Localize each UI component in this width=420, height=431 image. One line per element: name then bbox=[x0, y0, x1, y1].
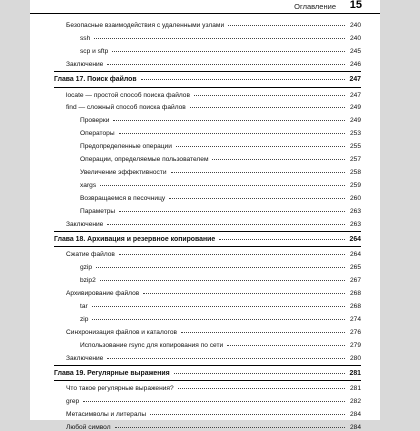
toc-entry-title: zip bbox=[80, 315, 89, 323]
toc-entry-page: 240 bbox=[349, 22, 361, 29]
running-header-page-number: 15 bbox=[349, 0, 362, 11]
dot-leader bbox=[176, 146, 345, 147]
toc-entry-title: Безопасные взаимодействия с удаленными узлами bbox=[66, 22, 225, 29]
toc-entry bbox=[80, 316, 361, 323]
dot-leader bbox=[107, 224, 345, 225]
toc-entry bbox=[80, 117, 361, 124]
toc-entry-title: xargs bbox=[80, 181, 97, 189]
dot-leader bbox=[190, 107, 345, 108]
toc-entry-page: 265 bbox=[349, 264, 361, 272]
toc-entry-title: Любой символ bbox=[66, 424, 111, 431]
toc-chapter-entry bbox=[54, 236, 361, 243]
toc-entry-title: tar bbox=[80, 302, 88, 310]
toc-entry-title: Проверки bbox=[80, 117, 110, 125]
dot-leader bbox=[227, 345, 345, 346]
toc-entry bbox=[80, 303, 361, 310]
section-divider bbox=[54, 71, 361, 72]
toc-entry-title: Сжатие файлов bbox=[66, 251, 115, 259]
dot-leader bbox=[107, 64, 345, 65]
toc-entry bbox=[66, 221, 361, 228]
toc-entry-title: Параметры bbox=[80, 207, 116, 215]
toc-entry-page: 240 bbox=[349, 34, 361, 42]
dot-leader bbox=[174, 373, 345, 374]
toc-entry-title: Что такое регулярные выражения? bbox=[66, 385, 174, 393]
toc-entry-page: 268 bbox=[349, 290, 361, 297]
toc-entry-page: 255 bbox=[349, 143, 361, 151]
toc-entry-page: 267 bbox=[349, 277, 361, 285]
toc-entry bbox=[80, 195, 361, 202]
toc-entry-title: Архивирование файлов bbox=[66, 290, 140, 297]
dot-leader bbox=[119, 211, 345, 212]
toc-entry-title: Глава 18. Архивация и резервное копирование bbox=[54, 235, 216, 243]
toc-entry-title: Синхронизация файлов и каталогов bbox=[66, 328, 177, 336]
toc-entry-page: 280 bbox=[349, 354, 361, 362]
section-divider bbox=[54, 246, 361, 247]
section-divider bbox=[54, 365, 361, 366]
toc-entry-page: 276 bbox=[349, 328, 361, 336]
toc-entry bbox=[66, 92, 361, 99]
running-header-title: Оглавление bbox=[294, 2, 336, 11]
toc-entry bbox=[80, 342, 361, 349]
toc-entry bbox=[66, 355, 361, 362]
dot-leader bbox=[169, 198, 345, 199]
dot-leader bbox=[178, 388, 345, 389]
toc-entry bbox=[66, 22, 361, 29]
toc-entry bbox=[66, 61, 361, 68]
dot-leader bbox=[100, 185, 345, 186]
toc-entry-page: 268 bbox=[349, 302, 361, 310]
toc-entry-title: Предопределенные операции bbox=[80, 143, 172, 151]
toc-entry bbox=[80, 182, 361, 189]
toc-entry bbox=[80, 143, 361, 150]
toc-entry-title: Операции, определяемые пользователем bbox=[80, 156, 209, 163]
toc-entry bbox=[80, 130, 361, 137]
toc-entry bbox=[80, 35, 361, 42]
dot-leader bbox=[96, 267, 345, 268]
toc-entry-page: 281 bbox=[349, 385, 361, 393]
toc-entry-title: Глава 17. Поиск файлов bbox=[54, 76, 137, 84]
dot-leader bbox=[112, 51, 345, 52]
toc-entry-page: 274 bbox=[349, 315, 361, 323]
toc-entry bbox=[66, 398, 361, 405]
toc-entry-page: 284 bbox=[349, 411, 361, 419]
toc-entry-title: ssh bbox=[80, 34, 91, 42]
toc-entry-page: 281 bbox=[349, 369, 361, 377]
toc-entry-title: grep bbox=[66, 398, 80, 406]
dot-leader bbox=[113, 120, 345, 121]
toc-entry-page: 246 bbox=[349, 60, 361, 68]
toc-entry-page: 263 bbox=[349, 220, 361, 228]
toc-entry-page: 264 bbox=[349, 251, 361, 259]
toc-entry-page: 247 bbox=[349, 76, 361, 84]
toc-entry bbox=[80, 156, 361, 163]
toc-entry-title: Заключение bbox=[66, 60, 104, 68]
toc-entry bbox=[80, 169, 361, 176]
toc-entry-page: 264 bbox=[349, 235, 361, 243]
dot-leader bbox=[83, 401, 345, 402]
dot-leader bbox=[228, 25, 345, 26]
dot-leader bbox=[150, 414, 345, 415]
toc-entry-page: 247 bbox=[349, 91, 361, 99]
toc-entry-title: Заключение bbox=[66, 220, 104, 228]
toc-entry bbox=[80, 48, 361, 55]
dot-leader bbox=[212, 159, 345, 160]
book-page bbox=[30, 0, 380, 431]
dot-leader bbox=[100, 280, 345, 281]
toc-entry-title: bzip2 bbox=[80, 277, 96, 285]
dot-leader bbox=[171, 172, 345, 173]
dot-leader bbox=[115, 427, 345, 428]
toc-entry-page: 257 bbox=[349, 156, 361, 163]
toc-entry-page: 245 bbox=[349, 47, 361, 55]
toc-entry-title: Увеличение эффективности bbox=[80, 168, 167, 176]
toc-entry-page: 249 bbox=[349, 104, 361, 112]
toc-entry bbox=[80, 208, 361, 215]
dot-leader bbox=[119, 133, 345, 134]
toc-entry bbox=[66, 424, 361, 431]
dot-leader bbox=[194, 95, 345, 96]
toc-entry-title: Использование rsync для копирования по сети bbox=[80, 341, 224, 349]
dot-leader bbox=[92, 306, 345, 307]
toc-entry bbox=[66, 411, 361, 418]
toc-entry bbox=[66, 385, 361, 392]
toc-entry-page: 253 bbox=[349, 130, 361, 138]
toc-entry-page: 279 bbox=[349, 341, 361, 349]
toc-chapter-entry bbox=[54, 370, 361, 377]
toc-entry bbox=[66, 104, 361, 111]
toc-entry-title: Операторы bbox=[80, 130, 115, 138]
toc-entry-title: Возвращаемся в песочницу bbox=[80, 194, 166, 202]
toc-entry-page: 284 bbox=[349, 424, 361, 431]
running-header bbox=[30, 0, 380, 14]
dot-leader bbox=[94, 38, 345, 39]
toc-entry-title: scp и sftp bbox=[80, 47, 109, 55]
dot-leader bbox=[92, 319, 345, 320]
dot-leader bbox=[143, 293, 345, 294]
dot-leader bbox=[141, 79, 345, 80]
toc-chapter-entry bbox=[54, 76, 361, 83]
toc-entry-page: 259 bbox=[349, 181, 361, 189]
dot-leader bbox=[219, 239, 345, 240]
toc-entry-page: 263 bbox=[349, 207, 361, 215]
toc-entry-title: Заключение bbox=[66, 354, 104, 362]
toc-entry bbox=[80, 277, 361, 284]
toc-entry-title: Глава 19. Регулярные выражения bbox=[54, 369, 170, 377]
toc-entry bbox=[66, 290, 361, 297]
dot-leader bbox=[107, 358, 345, 359]
toc-entry-page: 282 bbox=[349, 398, 361, 406]
toc-entry-page: 258 bbox=[349, 168, 361, 176]
section-divider bbox=[54, 380, 361, 381]
toc-entry-page: 249 bbox=[349, 117, 361, 125]
toc-entry-title: Метасимволы и литералы bbox=[66, 411, 147, 419]
toc-entry-title: find — сложный способ поиска файлов bbox=[66, 104, 186, 112]
toc-entry bbox=[66, 329, 361, 336]
section-divider bbox=[54, 231, 361, 232]
section-divider bbox=[54, 87, 361, 88]
toc-entry-title: locate — простой способ поиска файлов bbox=[66, 91, 190, 99]
dot-leader bbox=[181, 332, 345, 333]
toc-entry-page: 260 bbox=[349, 194, 361, 202]
toc-entry-title: gzip bbox=[80, 264, 93, 272]
toc-entry bbox=[80, 264, 361, 271]
toc-entry bbox=[66, 251, 361, 258]
dot-leader bbox=[119, 254, 345, 255]
